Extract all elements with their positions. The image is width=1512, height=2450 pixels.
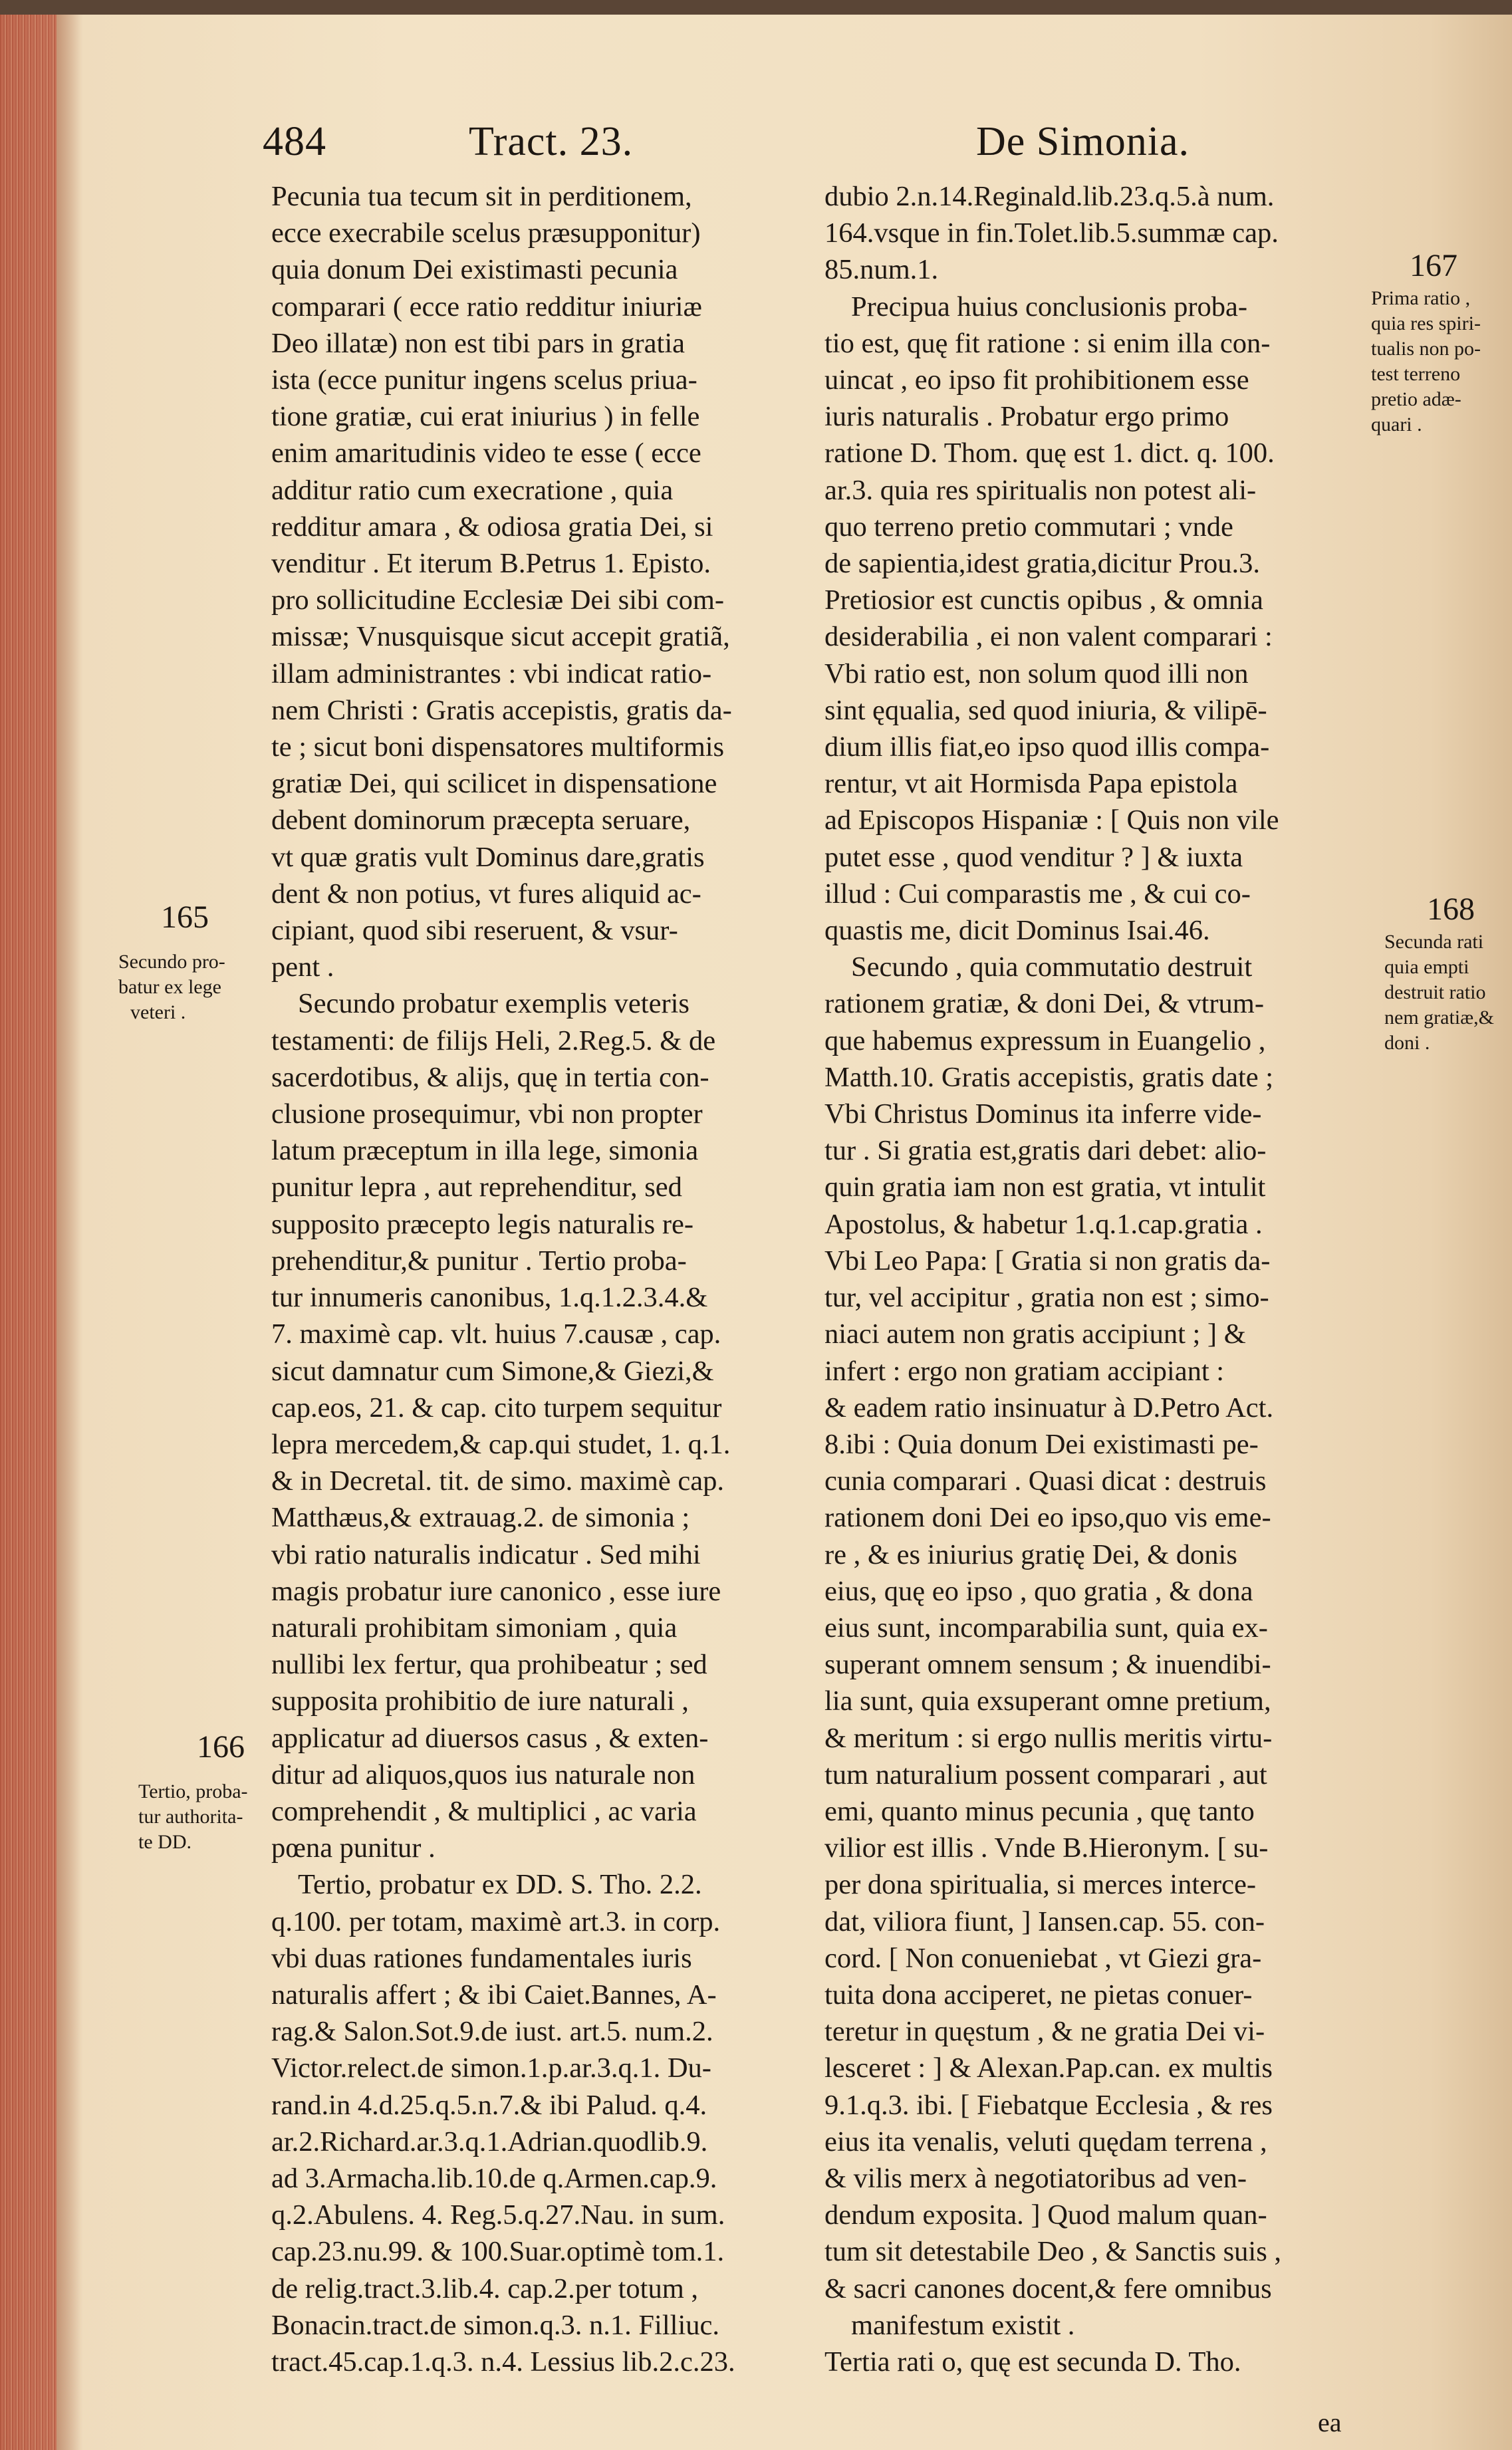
text-line: vt quæ gratis vult Dominus dare,gratis [271, 841, 705, 873]
text-line: Vbi Leo Papa: [ Gratia si non gratis da- [824, 1245, 1271, 1277]
text-line: Matthæus,& extrauag.2. de simonia ; [271, 1502, 690, 1534]
margin-number-165: 165 [161, 900, 209, 935]
text-line: 9.1.q.3. ibi. [ Fiebatque Ecclesia , & res [824, 2089, 1273, 2121]
text-line: missæ; Vnusquisque sicut accepit gratiã, [271, 621, 730, 653]
text-line: putet esse , quod venditur ? ] & iuxta [824, 841, 1243, 873]
text-line: dent & non potius, vt fures aliquid ac- [271, 878, 701, 910]
text-line: venditur . Et iterum B.Petrus 1. Episto. [271, 548, 711, 580]
margin-note-line: quia empti [1384, 956, 1469, 978]
text-line: pent . [271, 951, 334, 983]
text-line: tur, vel accipitur , gratia non est ; simo- [824, 1282, 1269, 1314]
text-line: infert : ergo non gratiam accipiant : [824, 1355, 1225, 1387]
text-line: lepra mercedem,& cap.qui studet, 1. q.1. [271, 1428, 731, 1460]
text-line: nullibi lex fertur, qua prohibeatur ; sed [271, 1649, 707, 1681]
text-line: Pecunia tua tecum sit in perditionem, [271, 181, 692, 212]
running-head-title: De Simonia. [976, 119, 1190, 164]
text-line: Victor.relect.de simon.1.p.ar.3.q.1. Du- [271, 2052, 711, 2084]
text-line: quin gratia iam non est gratia, vt intulit [824, 1171, 1266, 1203]
text-line: emi, quanto minus pecunia , quę tanto [824, 1795, 1255, 1827]
margin-note-line: test terreno [1371, 363, 1461, 385]
text-line: ista (ecce punitur ingens scelus priua- [271, 364, 697, 396]
margin-note-line: quia res spiri- [1371, 312, 1481, 334]
text-line: 164.vsque in fin.Tolet.lib.5.summæ cap. [824, 217, 1279, 249]
text-line: rationem gratiæ, & doni Dei, & vtrum- [824, 988, 1264, 1020]
text-line: tum sit detestabile Deo , & Sanctis suis , [824, 2236, 1282, 2268]
margin-note-line: Secundo pro- [118, 951, 225, 973]
text-line: cap.23.nu.99. & 100.Suar.optimè tom.1. [271, 2236, 725, 2268]
text-line: Deo illatæ) non est tibi pars in gratia [271, 327, 686, 359]
margin-note-line: doni . [1384, 1032, 1430, 1054]
text-line: redditur amara , & odiosa gratia Dei, si [271, 511, 713, 543]
text-line: Matth.10. Gratis accepistis, gratis date ; [824, 1061, 1274, 1093]
text-line: desiderabilia , ei non valent comparari : [824, 621, 1273, 653]
margin-note-line: nem gratiæ,& [1384, 1007, 1494, 1029]
text-line: naturali prohibitam simoniam , quia [271, 1612, 678, 1644]
margin-note-line: destruit ratio [1384, 981, 1486, 1003]
text-line: Vbi ratio est, non solum quod illi non [824, 658, 1249, 689]
text-line: tum naturalium possent comparari , aut [824, 1759, 1267, 1790]
margin-note-line: Prima ratio , [1371, 287, 1471, 309]
text-line: rag.& Salon.Sot.9.de iust. art.5. num.2. [271, 2016, 713, 2048]
text-line: ecce execrabile scelus præsupponitur) [271, 217, 701, 249]
text-line: latum præceptum in illa lege, simonia [271, 1135, 699, 1167]
text-line: que habemus expressum in Euangelio , [824, 1025, 1266, 1056]
text-line: Precipua huius conclusionis proba- [851, 291, 1248, 322]
text-line: cipiant, quod sibi reseruent, & vsur- [271, 915, 678, 947]
text-line: additur ratio cum execratione , quia [271, 474, 674, 506]
text-line: de relig.tract.3.lib.4. cap.2.per totum , [271, 2272, 699, 2304]
text-line: comparari ( ecce ratio redditur iniuriæ [271, 291, 702, 322]
text-line: niaci autem non gratis accipiunt ; ] & [824, 1318, 1246, 1350]
text-line: ditur ad aliquos,quos ius naturale non [271, 1759, 695, 1790]
text-line: punitur lepra , aut reprehenditur, sed [271, 1171, 682, 1203]
text-line: tio est, quę fit ratione : si enim illa con- [824, 327, 1271, 359]
text-line: cap.eos, 21. & cap. cito turpem sequitur [271, 1392, 722, 1423]
margin-number-167: 167 [1410, 248, 1457, 283]
text-line: testamenti: de filijs Heli, 2.Reg.5. & de [271, 1025, 716, 1056]
text-line: tione gratiæ, cui erat iniurius ) in felle [271, 401, 700, 433]
text-line: ar.3. quia res spiritualis non potest ali- [824, 474, 1257, 506]
running-head-tract: Tract. 23. [469, 119, 634, 164]
text-line: q.2.Abulens. 4. Reg.5.q.27.Nau. in sum. [271, 2199, 725, 2231]
text-line: Secundo , quia commutatio destruit [851, 951, 1253, 983]
text-line: eius ita venalis, veluti quędam terrena , [824, 2126, 1267, 2157]
text-line: sicut damnatur cum Simone,& Giezi,& [271, 1355, 714, 1387]
margin-note-line: tualis non po- [1371, 338, 1481, 360]
margin-note-line: Tertio, proba- [138, 1780, 248, 1802]
margin-note-165 [118, 949, 251, 1025]
margin-note-line: Secunda rati [1384, 931, 1484, 953]
text-line: eius, quę eo ipso , quo gratia , & dona [824, 1575, 1253, 1607]
text-line: 85.num.1. [824, 254, 939, 286]
text-line: rand.in 4.d.25.q.5.n.7.& ibi Palud. q.4. [271, 2089, 707, 2121]
text-line: per dona spiritualia, si merces interce- [824, 1869, 1257, 1901]
top-edge [0, 0, 1512, 15]
text-line: lia sunt, quia exsuperant omne pretium, [824, 1685, 1271, 1717]
text-line: quia donum Dei existimasti pecunia [271, 254, 678, 286]
text-line: 7. maximè cap. vlt. huius 7.causæ , cap. [271, 1318, 721, 1350]
text-line: manifestum existit . [851, 2309, 1075, 2341]
text-line: tur innumeris canonibus, 1.q.1.2.3.4.& [271, 1282, 708, 1314]
text-line: debent dominorum præcepta seruare, [271, 804, 691, 836]
margin-note-line: tur authorita- [138, 1806, 243, 1828]
text-line: prehenditur,& punitur . Tertio proba- [271, 1245, 687, 1277]
catchword: ea [1318, 2407, 1342, 2437]
text-line: cord. [ Non conueniebat , vt Giezi gra- [824, 1942, 1262, 1974]
text-line: naturalis affert ; & ibi Caiet.Bannes, A- [271, 1979, 717, 2011]
text-line: ad Episcopos Hispaniæ : [ Quis non vile [824, 804, 1279, 836]
text-line: illam administrantes : vbi indicat ratio- [271, 658, 712, 689]
text-line: vbi ratio naturalis indicatur . Sed mihi [271, 1538, 701, 1570]
text-line: ad 3.Armacha.lib.10.de q.Armen.cap.9. [271, 2162, 717, 2194]
text-line: tur . Si gratia est,gratis dari debet: alio- [824, 1135, 1267, 1167]
text-line: 8.ibi : Quia donum Dei existimasti pe- [824, 1428, 1259, 1460]
margin-note-line: te DD. [138, 1831, 191, 1853]
text-line: rationem doni Dei eo ipso,quo vis eme- [824, 1502, 1271, 1534]
text-line: ratione D. Thom. quę est 1. dict. q. 100. [824, 437, 1275, 469]
text-line: & eadem ratio insinuatur à D.Petro Act. [824, 1392, 1274, 1423]
text-line: magis probatur iure canonico , esse iure [271, 1575, 721, 1607]
text-line: supposito præcepto legis naturalis re- [271, 1208, 694, 1240]
text-line: eius sunt, incomparabilia sunt, quia ex- [824, 1612, 1268, 1644]
margin-note-166 [138, 1779, 271, 1855]
margin-note-line: veteri . [130, 1001, 186, 1023]
text-line: de sapientia,idest gratia,dicitur Prou.3. [824, 548, 1261, 580]
page-edge-red [0, 15, 57, 2450]
text-line: vbi duas rationes fundamentales iuris [271, 1942, 692, 1974]
text-line: q.100. per totam, maximè art.3. in corp. [271, 1905, 721, 1937]
margin-note-168 [1384, 929, 1512, 1056]
text-line: vilior est illis . Vnde B.Hieronym. [ su- [824, 1832, 1269, 1864]
text-line: rentur, vt ait Hormisda Papa epistola [824, 768, 1238, 800]
text-line: & in Decretal. tit. de simo. maximè cap. [271, 1465, 724, 1497]
text-line: te ; sicut boni dispensatores multiformis [271, 731, 725, 763]
text-line: tuita dona acciperet, ne pietas conuer- [824, 1979, 1253, 2011]
text-line: & meritum : si ergo nullis meritis virtu- [824, 1722, 1273, 1754]
text-line: Tertio, probatur ex DD. S. Tho. 2.2. [298, 1869, 702, 1901]
text-line: Secundo probatur exemplis veteris [298, 988, 690, 1020]
text-line: & sacri canones docent,& fere omnibus [824, 2272, 1272, 2304]
text-line: dubio 2.n.14.Reginald.lib.23.q.5.à num. [824, 181, 1275, 212]
text-line: & vilis merx à negotiatoribus ad ven- [824, 2162, 1247, 2194]
text-line: Vbi Christus Dominus ita inferre vide- [824, 1098, 1262, 1130]
text-line: dium illis fiat,eo ipso quod illis compa- [824, 731, 1270, 763]
text-line: pœna punitur . [271, 1832, 436, 1864]
text-line: comprehendit , & multiplici , ac varia [271, 1795, 697, 1827]
text-line: gratiæ Dei, qui scilicet in dispensatione [271, 768, 717, 800]
text-line: nem Christi : Gratis accepistis, gratis da- [271, 694, 732, 726]
right-text-column [824, 178, 1356, 2380]
text-line: tract.45.cap.1.q.3. n.4. Lessius lib.2.c.23. [271, 2346, 735, 2378]
margin-number-166: 166 [197, 1729, 245, 1765]
text-line: uincat , eo ipso fit prohibitionem esse [824, 364, 1249, 396]
text-line: Tertia rati o, quę est secunda D. Tho. [824, 2346, 1241, 2378]
text-line: ar.2.Richard.ar.3.q.1.Adrian.quodlib.9. [271, 2126, 708, 2157]
text-line: enim amaritudinis video te esse ( ecce [271, 437, 701, 469]
margin-note-167 [1371, 286, 1504, 437]
page-number: 484 [263, 119, 326, 164]
text-line: quo terreno pretio commutari ; vnde [824, 511, 1233, 543]
margin-note-line: pretio adæ- [1371, 388, 1461, 410]
text-line: dendum exposita. ] Quod malum quan- [824, 2199, 1267, 2231]
text-line: sint ęqualia, sed quod iniuria, & vilipē- [824, 694, 1267, 726]
margin-note-line: quari . [1371, 414, 1422, 435]
text-line: pro sollicitudine Ecclesiæ Dei sibi com- [271, 584, 725, 616]
text-line: illud : Cui comparastis me , & cui co- [824, 878, 1251, 910]
text-line: re , & es iniurius gratię Dei, & donis [824, 1538, 1237, 1570]
page-edge-shadow [57, 15, 83, 2450]
text-line: teretur in quęstum , & ne gratia Dei vi- [824, 2016, 1265, 2048]
margin-note-line: batur ex lege [118, 976, 221, 998]
left-text-column [271, 178, 803, 2380]
text-line: supposita prohibitio de iure naturali , [271, 1685, 689, 1717]
text-line: sacerdotibus, & alijs, quę in tertia con- [271, 1061, 709, 1093]
text-line: iuris naturalis . Probatur ergo primo [824, 401, 1229, 433]
text-line: quastis me, dicit Dominus Isai.46. [824, 915, 1210, 947]
text-line: Apostolus, & habetur 1.q.1.cap.gratia . [824, 1208, 1263, 1240]
text-line: Pretiosior est cunctis opibus , & omnia [824, 584, 1263, 616]
text-line: Bonacin.tract.de simon.q.3. n.1. Filliuc. [271, 2309, 720, 2341]
text-line: superant omnem sensum ; & inuendibi- [824, 1649, 1271, 1681]
text-line: cunia comparari . Quasi dicat : destruis [824, 1465, 1267, 1497]
text-line: applicatur ad diuersos casus , & exten- [271, 1722, 709, 1754]
text-line: dat, viliora fiunt, ] Iansen.cap. 55. con- [824, 1905, 1265, 1937]
text-line: lesceret : ] & Alexan.Pap.can. ex multis [824, 2052, 1273, 2084]
margin-number-168: 168 [1427, 892, 1475, 927]
text-line: clusione prosequimur, vbi non propter [271, 1098, 703, 1130]
